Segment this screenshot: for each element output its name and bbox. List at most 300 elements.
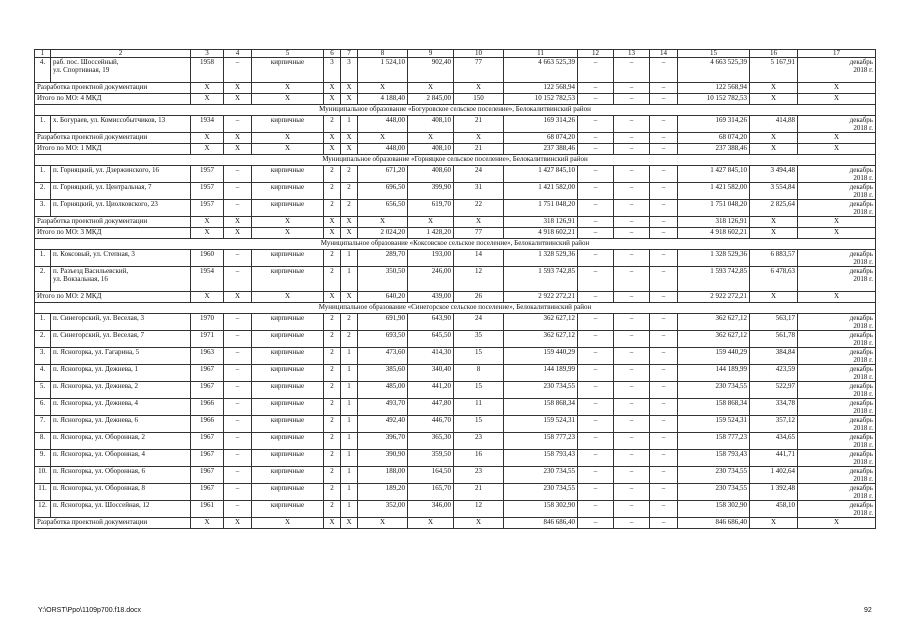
table-cell: кирпичные <box>252 200 324 217</box>
table-cell: X <box>224 144 252 155</box>
table-cell: – <box>224 416 252 433</box>
table-cell: 16 <box>454 450 504 467</box>
table-cell: 2. <box>35 183 51 200</box>
table-cell: 384,84 <box>750 348 798 365</box>
table-cell: 1 <box>341 501 358 518</box>
table-cell: – <box>578 382 614 399</box>
table-row <box>35 58 876 83</box>
table-cell: 1. <box>35 314 51 331</box>
table-cell: – <box>578 450 614 467</box>
table-cell: декабрь 2018 г. <box>798 416 876 433</box>
table-cell: 3 494,48 <box>750 166 798 183</box>
table-cell: 26 <box>454 292 504 303</box>
address-cell: п. Разъезд Васильевский, ул. Вокзальная, 16 <box>51 267 191 292</box>
table-cell: 1 <box>341 382 358 399</box>
table-cell: – <box>224 433 252 450</box>
table-cell: 9. <box>35 450 51 467</box>
summary-row <box>35 83 876 94</box>
summary-row <box>35 144 876 155</box>
table-cell: 4. <box>35 365 51 382</box>
table-cell: – <box>224 314 252 331</box>
table-cell: 485,00 <box>358 382 408 399</box>
summary-row <box>35 94 876 105</box>
table-row <box>35 183 876 200</box>
table-cell: 1967 <box>191 467 224 484</box>
header-cell: 2 <box>51 50 191 58</box>
table-cell: X <box>408 518 454 529</box>
table-cell: X <box>750 94 798 105</box>
table-cell: – <box>224 116 252 133</box>
summary-label: Разработка проектной документации <box>35 133 191 144</box>
table-cell: X <box>191 228 224 239</box>
table-cell: 289,70 <box>358 250 408 267</box>
table-cell: – <box>578 484 614 501</box>
table-cell: X <box>224 83 252 94</box>
table-cell: – <box>578 331 614 348</box>
table-cell: – <box>578 467 614 484</box>
summary-row <box>35 518 876 529</box>
table-cell: 7. <box>35 416 51 433</box>
table-cell: 3 <box>341 58 358 83</box>
table-cell: 6 478,63 <box>750 267 798 292</box>
summary-row <box>35 228 876 239</box>
table-cell: 4 663 525,39 <box>504 58 578 83</box>
header-cell: 9 <box>408 50 454 58</box>
header-cell: 11 <box>504 50 578 58</box>
header-cell: 1 <box>35 50 51 58</box>
table-cell: 158 868,34 <box>678 399 750 416</box>
address-cell: х. Богураев, ул. Комиссобытчиков, 13 <box>51 116 191 133</box>
table-cell: X <box>454 518 504 529</box>
table-cell: 230 734,55 <box>504 467 578 484</box>
table-cell: 2 <box>324 200 341 217</box>
table-cell: – <box>650 484 678 501</box>
table-cell: – <box>650 292 678 303</box>
table-cell: декабрь 2018 г. <box>798 399 876 416</box>
table-cell: – <box>614 331 650 348</box>
table-cell: 362 627,12 <box>504 331 578 348</box>
table-row <box>35 467 876 484</box>
table-cell: 362 627,12 <box>504 314 578 331</box>
table-cell: 150 <box>454 94 504 105</box>
table-cell: – <box>578 250 614 267</box>
table-cell: 230 734,55 <box>678 467 750 484</box>
table-cell: X <box>408 83 454 94</box>
table-cell: 10 152 782,53 <box>504 94 578 105</box>
table-cell: 522,97 <box>750 382 798 399</box>
table-cell: – <box>650 267 678 292</box>
table-cell: X <box>341 94 358 105</box>
table-cell: X <box>798 133 876 144</box>
table-row <box>35 416 876 433</box>
table-cell: 15 <box>454 382 504 399</box>
table-cell: 2 922 272,21 <box>678 292 750 303</box>
table-cell: – <box>578 83 614 94</box>
table-cell: кирпичные <box>252 450 324 467</box>
summary-label: Разработка проектной документации <box>35 217 191 228</box>
table-cell: 1 <box>341 116 358 133</box>
table-row <box>35 348 876 365</box>
table-cell: X <box>798 217 876 228</box>
section-heading-row <box>35 105 876 116</box>
table-cell: 1 593 742,85 <box>504 267 578 292</box>
table-cell: – <box>650 217 678 228</box>
header-cell: 14 <box>650 50 678 58</box>
table-cell: 693,50 <box>358 331 408 348</box>
table-cell: – <box>578 365 614 382</box>
table-cell: – <box>614 518 650 529</box>
table-cell: X <box>341 217 358 228</box>
header-row <box>35 50 876 58</box>
section-heading: Муниципальное образование «Горняцкое сельское поселение», Белокалитвинский район <box>35 155 876 166</box>
table-cell: X <box>324 133 341 144</box>
table-cell: X <box>750 518 798 529</box>
table-cell: 12 <box>454 501 504 518</box>
table-cell: – <box>578 116 614 133</box>
table-cell: – <box>650 83 678 94</box>
table-cell: кирпичные <box>252 166 324 183</box>
table-cell: 1934 <box>191 116 224 133</box>
table-cell: X <box>341 292 358 303</box>
table-cell: 159 440,29 <box>504 348 578 365</box>
table-cell: 423,59 <box>750 365 798 382</box>
table-cell: кирпичные <box>252 484 324 501</box>
table-cell: 10 152 782,53 <box>678 94 750 105</box>
table-cell: 230 734,55 <box>504 382 578 399</box>
table-cell: кирпичные <box>252 433 324 450</box>
table-cell: 643,90 <box>408 314 454 331</box>
table-cell: – <box>224 331 252 348</box>
table-row <box>35 433 876 450</box>
table-cell: – <box>650 501 678 518</box>
address-cell: п. Ясногорка, ул. Дежнева, 4 <box>51 399 191 416</box>
table-cell: – <box>578 416 614 433</box>
table-cell: – <box>614 450 650 467</box>
table-cell: – <box>614 200 650 217</box>
table-cell: – <box>578 144 614 155</box>
summary-label: Итого по МО: 1 МКД <box>35 144 191 155</box>
table-cell: 385,60 <box>358 365 408 382</box>
table-cell: – <box>578 133 614 144</box>
table-cell: – <box>614 183 650 200</box>
table-cell: 473,60 <box>358 348 408 365</box>
table-cell: – <box>224 267 252 292</box>
table-cell: 1954 <box>191 267 224 292</box>
table-cell: 434,65 <box>750 433 798 450</box>
table-cell: декабрь 2018 г. <box>798 331 876 348</box>
table-cell: – <box>224 399 252 416</box>
table-cell: кирпичные <box>252 183 324 200</box>
table-cell: – <box>224 200 252 217</box>
table-cell: 1 751 048,20 <box>504 200 578 217</box>
table-cell: 359,50 <box>408 450 454 467</box>
table-cell: 2 <box>341 314 358 331</box>
table-cell: 158 302,90 <box>678 501 750 518</box>
table-cell: – <box>650 467 678 484</box>
table-cell: 1. <box>35 166 51 183</box>
table-cell: X <box>358 518 408 529</box>
page-number: 92 <box>864 607 872 614</box>
address-cell: п. Ясногорка, ул. Оборонная, 8 <box>51 484 191 501</box>
table-cell: 691,90 <box>358 314 408 331</box>
table-cell: – <box>614 217 650 228</box>
section-heading-row <box>35 303 876 314</box>
table-cell: декабрь 2018 г. <box>798 348 876 365</box>
header-cell: 6 <box>324 50 341 58</box>
table-cell: 10. <box>35 467 51 484</box>
table-cell: – <box>578 518 614 529</box>
table-cell: – <box>614 348 650 365</box>
address-cell: п. Ясногорка, ул. Оборонная, 2 <box>51 433 191 450</box>
table-cell: 1 428,20 <box>408 228 454 239</box>
table-cell: 447,80 <box>408 399 454 416</box>
table-cell: X <box>341 83 358 94</box>
table-cell: 1970 <box>191 314 224 331</box>
table-cell: X <box>750 292 798 303</box>
table-cell: 68 074,20 <box>678 133 750 144</box>
address-cell: п. Ясногорка, ул. Оборонная, 6 <box>51 467 191 484</box>
table-cell: 1 <box>341 348 358 365</box>
table-cell: кирпичные <box>252 365 324 382</box>
table-cell: X <box>798 292 876 303</box>
table-cell: 446,70 <box>408 416 454 433</box>
table-cell: 492,40 <box>358 416 408 433</box>
table-cell: 671,20 <box>358 166 408 183</box>
table-cell: – <box>578 501 614 518</box>
table-cell: – <box>614 501 650 518</box>
table-cell: X <box>191 217 224 228</box>
table-cell: – <box>578 314 614 331</box>
table-cell: – <box>650 382 678 399</box>
table-row <box>35 200 876 217</box>
table-cell: – <box>614 484 650 501</box>
table-cell: декабрь 2018 г. <box>798 200 876 217</box>
table-cell: X <box>408 217 454 228</box>
table-cell: 1 427 845,10 <box>678 166 750 183</box>
table-cell: X <box>324 518 341 529</box>
table-cell: 493,70 <box>358 399 408 416</box>
table-cell: – <box>224 58 252 83</box>
table-cell: 357,12 <box>750 416 798 433</box>
table-cell: кирпичные <box>252 501 324 518</box>
address-cell: п. Ясногорка, ул. Гагарина, 5 <box>51 348 191 365</box>
table-cell: 12. <box>35 501 51 518</box>
address-cell: п. Коксовый, ул. Степная, 3 <box>51 250 191 267</box>
table-cell: X <box>191 94 224 105</box>
table-cell: 189,20 <box>358 484 408 501</box>
table-cell: 1 <box>341 399 358 416</box>
table-cell: X <box>750 228 798 239</box>
table-cell: кирпичные <box>252 348 324 365</box>
table-cell: X <box>324 94 341 105</box>
table-cell: X <box>191 292 224 303</box>
table-cell: X <box>224 228 252 239</box>
table-cell: 24 <box>454 314 504 331</box>
table-cell: декабрь 2018 г. <box>798 267 876 292</box>
table-cell: 408,10 <box>408 116 454 133</box>
table-cell: – <box>578 217 614 228</box>
table-cell: 1 <box>341 450 358 467</box>
table-cell: кирпичные <box>252 382 324 399</box>
table-cell: X <box>224 217 252 228</box>
table-cell: – <box>578 94 614 105</box>
table-cell: 340,40 <box>408 365 454 382</box>
table-cell: X <box>252 217 324 228</box>
header-cell: 15 <box>678 50 750 58</box>
table-cell: 2 845,00 <box>408 94 454 105</box>
header-cell: 16 <box>750 50 798 58</box>
table-cell: 77 <box>454 58 504 83</box>
summary-row <box>35 292 876 303</box>
table-cell: X <box>324 228 341 239</box>
address-cell: п. Ясногорка, ул. Оборонная, 4 <box>51 450 191 467</box>
table-cell: 169 314,26 <box>678 116 750 133</box>
table-cell: 2. <box>35 331 51 348</box>
address-cell: п. Горняцкий, ул. Дзержинского, 16 <box>51 166 191 183</box>
section-heading-row <box>35 155 876 166</box>
table-cell: 35 <box>454 331 504 348</box>
table-cell: X <box>750 144 798 155</box>
table-cell: X <box>191 518 224 529</box>
table-cell: X <box>191 83 224 94</box>
table-cell: 230 734,55 <box>504 484 578 501</box>
table-cell: 2 <box>324 365 341 382</box>
table-cell: – <box>650 166 678 183</box>
table-cell: – <box>650 58 678 83</box>
table-cell: – <box>650 133 678 144</box>
table-cell: – <box>650 433 678 450</box>
table-cell: – <box>650 450 678 467</box>
table-cell: X <box>358 133 408 144</box>
table-cell: 563,17 <box>750 314 798 331</box>
table-cell: 561,78 <box>750 331 798 348</box>
table-cell: 1 <box>341 467 358 484</box>
table-cell: кирпичные <box>252 267 324 292</box>
address-cell: п. Ясногорка, ул. Шоссейная, 12 <box>51 501 191 518</box>
table-cell: – <box>224 484 252 501</box>
table-cell: – <box>650 365 678 382</box>
table-cell: 640,20 <box>358 292 408 303</box>
table-cell: X <box>324 144 341 155</box>
table-cell: 1967 <box>191 484 224 501</box>
table-cell: – <box>614 382 650 399</box>
table-cell: 1966 <box>191 416 224 433</box>
header-cell: 10 <box>454 50 504 58</box>
table-cell: 408,10 <box>408 144 454 155</box>
table-cell: 1971 <box>191 331 224 348</box>
table-cell: 159 524,31 <box>678 416 750 433</box>
table-cell: 12 <box>454 267 504 292</box>
table-cell: 1 328 529,36 <box>504 250 578 267</box>
table-row <box>35 331 876 348</box>
table-cell: – <box>578 228 614 239</box>
address-cell: п. Синегорский, ул. Веселая, 7 <box>51 331 191 348</box>
table-cell: 158 793,43 <box>504 450 578 467</box>
table-cell: 6. <box>35 399 51 416</box>
table-cell: 4 918 602,21 <box>678 228 750 239</box>
table-cell: X <box>798 518 876 529</box>
table-cell: 4 663 525,39 <box>678 58 750 83</box>
table-cell: 346,00 <box>408 501 454 518</box>
table-cell: 21 <box>454 116 504 133</box>
table-cell: 158 793,43 <box>678 450 750 467</box>
table-cell: 8 <box>454 365 504 382</box>
table-cell: 1 <box>341 484 358 501</box>
section-heading: Муниципальное образование «Богуровское сельское поселение», Белокалитвинский район <box>35 105 876 116</box>
table-cell: 1 <box>341 365 358 382</box>
table-cell: 1 524,10 <box>358 58 408 83</box>
table-cell: 31 <box>454 183 504 200</box>
table-cell: 11. <box>35 484 51 501</box>
file-path-footer: Y:\ORST\Ppo\1109p700.f18.docx <box>38 607 141 614</box>
table-cell: 2 <box>324 382 341 399</box>
table-cell: X <box>408 133 454 144</box>
table-cell: 2 <box>341 183 358 200</box>
table-cell: 645,50 <box>408 331 454 348</box>
table-cell: 334,78 <box>750 399 798 416</box>
table-cell: декабрь 2018 г. <box>798 116 876 133</box>
table-cell: кирпичные <box>252 250 324 267</box>
table-cell: X <box>341 228 358 239</box>
table-row <box>35 166 876 183</box>
table-cell: – <box>578 183 614 200</box>
table-row <box>35 267 876 292</box>
section-heading: Муниципальное образование «Синегорское сельское поселение», Белокалитвинский район <box>35 303 876 314</box>
table-row <box>35 399 876 416</box>
table-cell: 1 <box>341 433 358 450</box>
table-cell: – <box>224 382 252 399</box>
table-cell: X <box>224 292 252 303</box>
table-row <box>35 365 876 382</box>
table-row <box>35 250 876 267</box>
table-cell: – <box>650 94 678 105</box>
table-cell: X <box>454 217 504 228</box>
table-cell: – <box>614 83 650 94</box>
table-cell: 448,00 <box>358 144 408 155</box>
table-cell: 1960 <box>191 250 224 267</box>
table-cell: 188,00 <box>358 467 408 484</box>
table-cell: – <box>614 144 650 155</box>
table-cell: 2 <box>341 331 358 348</box>
table-cell: – <box>224 501 252 518</box>
table-cell: 14 <box>454 250 504 267</box>
table-cell: 2 <box>324 166 341 183</box>
table-cell: – <box>224 166 252 183</box>
table-cell: 318 126,91 <box>504 217 578 228</box>
table-cell: 122 568,94 <box>504 83 578 94</box>
table-cell: 237 388,46 <box>678 144 750 155</box>
table-cell: X <box>224 94 252 105</box>
table-cell: кирпичные <box>252 416 324 433</box>
table-cell: 68 074,20 <box>504 133 578 144</box>
table-cell: 2. <box>35 267 51 292</box>
address-cell: п. Горняцкий, ул. Центральная, 7 <box>51 183 191 200</box>
table-cell: – <box>224 348 252 365</box>
summary-label: Итого по МО: 2 МКД <box>35 292 191 303</box>
table-cell: 1 <box>341 250 358 267</box>
address-cell: п. Горняцкий, ул. Циолковского, 23 <box>51 200 191 217</box>
table-cell: – <box>650 314 678 331</box>
table-cell: 362 627,12 <box>678 314 750 331</box>
table-cell: X <box>750 217 798 228</box>
table-cell: – <box>224 183 252 200</box>
table-cell: – <box>578 348 614 365</box>
table-cell: 15 <box>454 416 504 433</box>
table-cell: 1967 <box>191 365 224 382</box>
table-cell: 21 <box>454 144 504 155</box>
table-cell: X <box>341 133 358 144</box>
table-cell: 2 <box>324 433 341 450</box>
